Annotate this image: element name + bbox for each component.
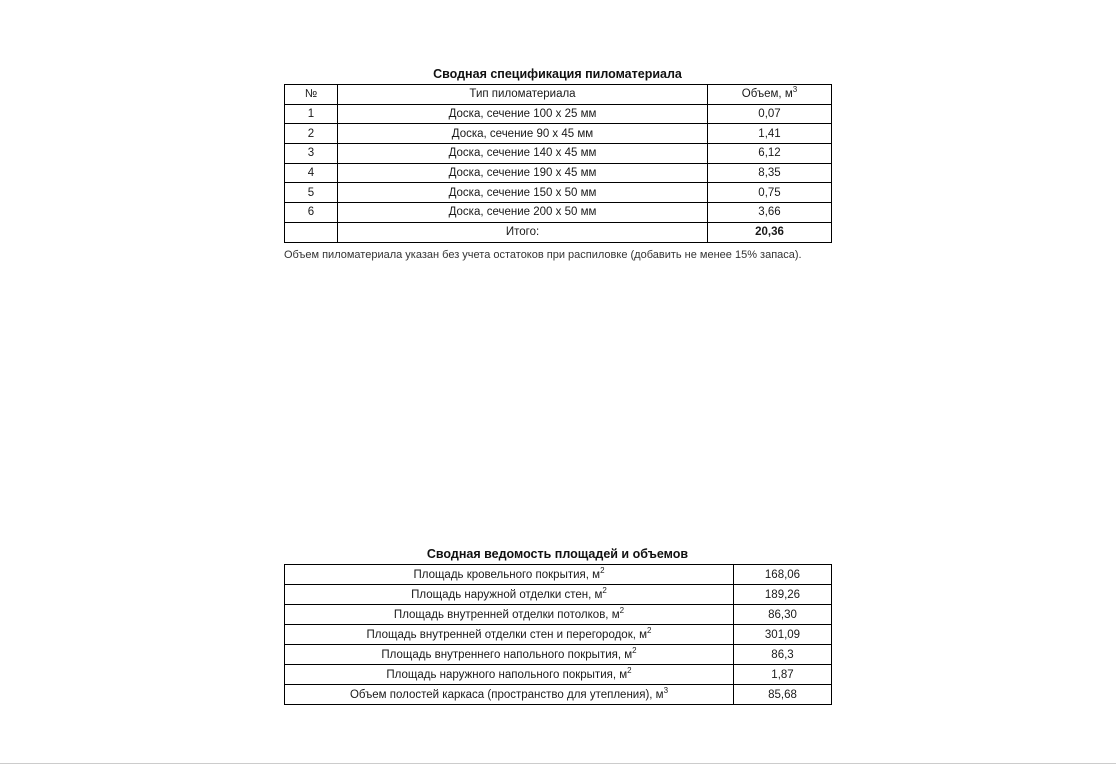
lumber-header-row (285, 85, 832, 105)
row-label-sup: 2 (627, 665, 632, 675)
table-row (285, 124, 832, 144)
lumber-spec-table (284, 84, 832, 243)
row-type: Доска, сечение 200 x 50 мм (338, 203, 708, 223)
table-row (285, 183, 832, 203)
table-row (285, 685, 832, 705)
row-label-sup: 2 (647, 625, 652, 635)
areas-volumes-table (284, 564, 832, 705)
row-num: 6 (285, 203, 338, 223)
row-volume: 8,35 (708, 163, 832, 183)
row-volume: 6,12 (708, 144, 832, 164)
row-num: 2 (285, 124, 338, 144)
row-type: Доска, сечение 90 x 45 мм (338, 124, 708, 144)
lumber-spec-section (284, 66, 831, 243)
header-type: Тип пиломатериала (338, 85, 708, 105)
row-label-sup: 2 (632, 645, 637, 655)
table-row (285, 163, 832, 183)
row-label-text: Площадь внутренней отделки потолков, м (393, 608, 620, 621)
lumber-spec-title: Сводная спецификация пиломатериала (433, 67, 682, 81)
row-label (285, 665, 734, 685)
total-value: 20,36 (708, 222, 832, 242)
total-row (285, 222, 832, 242)
header-volume (708, 85, 832, 105)
row-label-sup: 2 (619, 605, 625, 615)
table-row (285, 625, 832, 645)
row-label (285, 585, 734, 605)
row-type: Доска, сечение 190 x 45 мм (338, 163, 708, 183)
header-num: № (285, 85, 338, 105)
table-row (285, 144, 832, 164)
row-label-sup: 2 (602, 585, 607, 595)
table-row (285, 605, 832, 625)
row-volume: 3,66 (708, 203, 832, 223)
row-type: Доска, сечение 140 x 45 мм (338, 144, 708, 164)
row-label (285, 645, 734, 665)
row-volume: 0,75 (708, 183, 832, 203)
row-label (285, 625, 734, 645)
header-volume-sup: 3 (792, 85, 798, 95)
row-value: 86,3 (734, 645, 832, 665)
row-num: 1 (285, 104, 338, 124)
row-type: Доска, сечение 150 x 50 мм (338, 183, 708, 203)
row-value: 1,87 (734, 665, 832, 685)
row-value: 189,26 (734, 585, 832, 605)
row-label-text: Площадь наружного напольного покрытия, м (386, 668, 628, 681)
row-label-text: Площадь внутренней отделки стен и перегородок, м (366, 628, 648, 641)
row-label (285, 565, 734, 585)
row-type: Доска, сечение 100 x 25 мм (338, 104, 708, 124)
row-value: 86,30 (734, 605, 832, 625)
row-num: 4 (285, 163, 338, 183)
areas-volumes-title: Сводная ведомость площадей и объемов (426, 547, 689, 561)
row-label (285, 605, 734, 625)
row-num: 3 (285, 144, 338, 164)
header-volume-label: Объем, м (741, 88, 793, 101)
row-label-text: Площадь кровельного покрытия, м (413, 568, 601, 581)
row-label-text: Объем полостей каркаса (пространство для утепления), м (349, 688, 664, 701)
table-row (285, 665, 832, 685)
row-label-sup: 3 (663, 685, 669, 695)
table-row (285, 104, 832, 124)
row-label-text: Площадь наружной отделки стен, м (411, 588, 603, 601)
table-row (285, 585, 832, 605)
next-page-edge-line (0, 763, 1116, 764)
row-label (285, 685, 734, 705)
areas-volumes-section (284, 546, 831, 705)
row-value: 301,09 (734, 625, 832, 645)
total-label: Итого: (338, 222, 708, 242)
table-row (285, 645, 832, 665)
row-volume: 1,41 (708, 124, 832, 144)
row-value: 168,06 (734, 565, 832, 585)
table-row (285, 565, 832, 585)
row-label-sup: 2 (600, 565, 605, 575)
row-label-text: Площадь внутреннего напольного покрытия, м (381, 648, 633, 661)
table-row (285, 203, 832, 223)
row-volume: 0,07 (708, 104, 832, 124)
row-value: 85,68 (734, 685, 832, 705)
lumber-spec-note: Объем пиломатериала указан без учета остатоков при распиловке (добавить не менее 15% запаса). (284, 249, 802, 261)
total-empty-cell (285, 222, 338, 242)
row-num: 5 (285, 183, 338, 203)
